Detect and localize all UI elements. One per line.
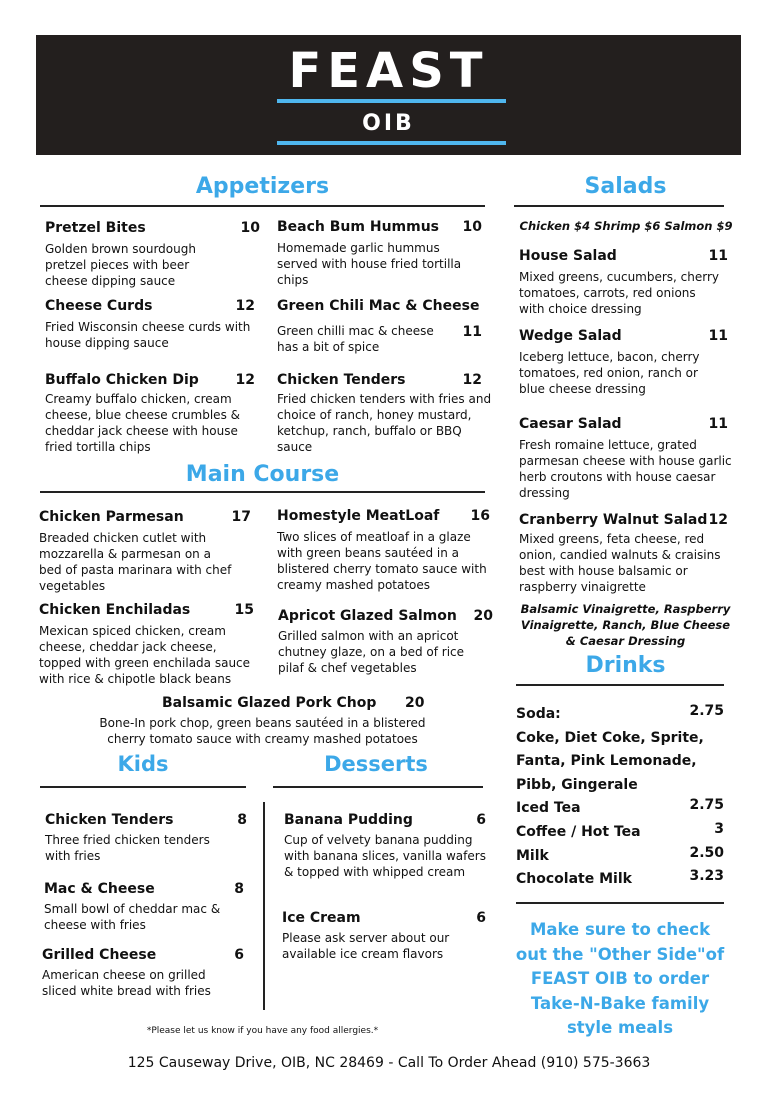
main-course-rule — [40, 491, 485, 493]
menu-item — [282, 910, 486, 962]
drink-row — [516, 797, 724, 821]
drink-price: 2.75 — [689, 797, 724, 814]
item-name: Chicken Parmesan — [39, 509, 184, 525]
item-price: 11 — [708, 248, 728, 264]
salads-heading: Salads — [584, 174, 667, 199]
brand-rule-top — [277, 99, 506, 103]
item-desc: American cheese on grilled sliced white bread with fries — [42, 968, 211, 998]
salad-addons: Chicken $4 Shrimp $6 Salmon $9 — [519, 219, 733, 233]
menu-item — [277, 372, 492, 455]
item-desc-line: cherry tomato sauce with creamy mashed potatoes — [107, 732, 418, 746]
item-desc: Fresh romaine lettuce, grated parmesan cheese with house garlic herb croutons with house caesar dressing — [519, 438, 732, 500]
drink-price: 3.23 — [689, 868, 724, 885]
menu-item — [39, 509, 251, 594]
item-name: Apricot Glazed Salmon — [278, 608, 457, 624]
main-course-heading: Main Course — [185, 462, 340, 487]
item-desc: Small bowl of cheddar mac & cheese with fries — [44, 902, 221, 932]
drink-name: Soda: — [516, 706, 561, 722]
menu-item — [39, 602, 254, 687]
drink-name: Pibb, Gingerale — [516, 776, 638, 793]
drink-name: Coke, Diet Coke, Sprite, — [516, 729, 704, 746]
menu-item — [45, 298, 255, 351]
kids-desserts-divider — [263, 802, 265, 1010]
item-price: 6 — [476, 812, 486, 828]
item-price: 11 — [708, 416, 728, 432]
item-name: House Salad — [519, 248, 617, 264]
item-price: 6 — [476, 910, 486, 926]
salads-rule — [514, 205, 724, 207]
item-name: Chicken Tenders — [45, 812, 174, 828]
menu-item — [519, 328, 728, 397]
item-price: 8 — [237, 812, 247, 828]
item-price: 11 — [462, 324, 482, 340]
drink-name: Iced Tea — [516, 800, 581, 817]
drink-row — [516, 703, 724, 727]
item-desc: Mexican spiced chicken, cream cheese, cheddar jack cheese, topped with green enchilada sauce with rice & chipotle black beans — [39, 624, 251, 686]
item-name: Balsamic Glazed Pork Chop — [162, 695, 377, 711]
brand-title: FEAST — [288, 43, 489, 99]
menu-item — [278, 608, 493, 676]
drink-row — [516, 821, 724, 845]
desserts-heading: Desserts — [324, 752, 428, 776]
menu-item — [44, 881, 244, 933]
footer-address: 125 Causeway Drive, OIB, NC 28469 - Call To Order Ahead (910) 575-3663 — [127, 1055, 651, 1071]
item-name: Wedge Salad — [519, 328, 622, 344]
desserts-rule — [273, 786, 483, 788]
menu-item — [42, 947, 244, 999]
take-n-bake-promo: Make sure to check out the "Other Side"of FEAST OIB to order Take-N-Bake family style meals — [515, 920, 725, 1037]
drink-price: 3 — [714, 820, 724, 837]
menu-item — [45, 372, 255, 455]
item-desc: Fried Wisconsin cheese curds with house dipping sauce — [45, 320, 251, 350]
menu-item — [519, 512, 728, 595]
item-price: 16 — [470, 508, 490, 524]
item-price: 10 — [462, 219, 482, 235]
drink-row — [516, 750, 724, 774]
drink-row — [516, 868, 724, 892]
drink-name: Chocolate Milk — [516, 871, 632, 888]
salad-dressings: Balsamic Vinaigrette, Raspberry Vinaigrette, Ranch, Blue Cheese & Caesar Dressing — [520, 602, 731, 648]
item-name: Mac & Cheese — [44, 881, 155, 897]
item-desc: Fried chicken tenders with fries and choice of ranch, honey mustard, ketchup, ranch, buffalo or BBQ sauce — [277, 392, 492, 454]
item-price: 17 — [231, 509, 251, 525]
item-name: Banana Pudding — [284, 812, 413, 828]
brand-rule-bottom — [277, 141, 506, 145]
item-name: Caesar Salad — [519, 416, 622, 432]
drink-price: 2.50 — [689, 844, 724, 861]
item-name: Cranberry Walnut Salad — [519, 512, 708, 528]
item-desc: Iceberg lettuce, bacon, cherry tomatoes, red onion, ranch or blue cheese dressing — [519, 350, 700, 396]
menu-item — [45, 220, 260, 289]
item-desc: Mixed greens, feta cheese, red onion, candied walnuts & craisins best with house balsamic or raspberry vinaigrette — [519, 532, 721, 594]
item-price: 12 — [462, 372, 482, 388]
item-name: Chicken Enchiladas — [39, 602, 191, 618]
item-desc: Breaded chicken cutlet with mozzarella & parmesan on a bed of pasta marinara with chef vegetables — [39, 531, 232, 593]
item-name: Buffalo Chicken Dip — [45, 372, 199, 388]
kids-heading: Kids — [117, 752, 169, 776]
appetizers-heading: Appetizers — [195, 174, 330, 199]
drinks-heading: Drinks — [585, 653, 666, 678]
item-name: Grilled Cheese — [42, 947, 157, 963]
item-desc: Golden brown sourdough pretzel pieces with beer cheese dipping sauce — [45, 242, 196, 288]
item-name: Green Chili Mac & Cheese — [277, 298, 480, 314]
item-desc: Please ask server about our available ice cream flavors — [282, 931, 450, 961]
item-desc: Mixed greens, cucumbers, cherry tomatoes, carrots, red onions with choice dressing — [519, 270, 720, 316]
item-desc: Creamy buffalo chicken, cream cheese, blue cheese crumbles & cheddar jack cheese with house fried tortilla chips — [45, 392, 240, 454]
drink-name: Fanta, Pink Lemonade, — [516, 753, 697, 770]
item-desc: Grilled salmon with an apricot chutney glaze, on a bed of rice pilaf & chef vegetables — [278, 629, 465, 675]
drink-row — [516, 727, 724, 751]
menu-item — [277, 298, 482, 355]
drink-row — [516, 774, 724, 798]
brand-subtitle: OIB — [362, 111, 415, 136]
menu-item — [284, 812, 486, 880]
drinks-rule — [516, 684, 724, 686]
drink-name: Milk — [516, 847, 549, 864]
item-name: Cheese Curds — [45, 298, 153, 314]
item-price: 11 — [708, 328, 728, 344]
item-price: 20 — [473, 608, 493, 624]
drink-name: Coffee / Hot Tea — [516, 823, 641, 840]
menu-item — [40, 695, 485, 747]
menu-item — [519, 416, 732, 501]
kids-rule — [40, 786, 246, 788]
item-desc: Cup of velvety banana pudding with banana slices, vanilla wafers & topped with whipped cream — [284, 833, 486, 879]
allergy-note: *Please let us know if you have any food allergies.* — [146, 1026, 379, 1036]
item-desc: Three fried chicken tenders with fries — [45, 833, 210, 863]
item-price: 12 — [235, 298, 255, 314]
menu-item — [519, 248, 728, 317]
drink-price: 2.75 — [689, 703, 724, 719]
item-price: 6 — [234, 947, 244, 963]
item-price: 15 — [234, 602, 254, 618]
item-desc: Two slices of meatloaf in a glaze with green beans sautéed in a blistered cherry tomato sauce with creamy mashed potatoes — [277, 530, 487, 592]
item-name: Homestyle MeatLoaf — [277, 508, 440, 524]
item-price: 12 — [235, 372, 255, 388]
item-name: Chicken Tenders — [277, 372, 406, 388]
menu-item — [277, 219, 482, 288]
item-desc: Homemade garlic hummus served with house fried tortilla chips — [277, 241, 462, 287]
item-price: 10 — [240, 220, 260, 236]
drinks-bottom-rule — [516, 902, 724, 904]
menu-item — [45, 812, 247, 864]
appetizers-rule — [40, 205, 485, 207]
drinks-list — [516, 703, 724, 892]
menu-item — [277, 508, 490, 593]
item-desc: Green chilli mac & cheese has a bit of spice — [277, 324, 434, 354]
drink-row — [516, 845, 724, 869]
item-name: Beach Bum Hummus — [277, 219, 440, 235]
item-name: Ice Cream — [282, 910, 361, 926]
item-desc-line: Bone-In pork chop, green beans sautéed in a blistered — [99, 716, 426, 730]
item-price: 8 — [234, 881, 244, 897]
item-name: Pretzel Bites — [45, 220, 146, 236]
item-price: 12 — [708, 512, 728, 528]
item-price: 20 — [405, 695, 425, 711]
header-banner — [36, 35, 741, 155]
